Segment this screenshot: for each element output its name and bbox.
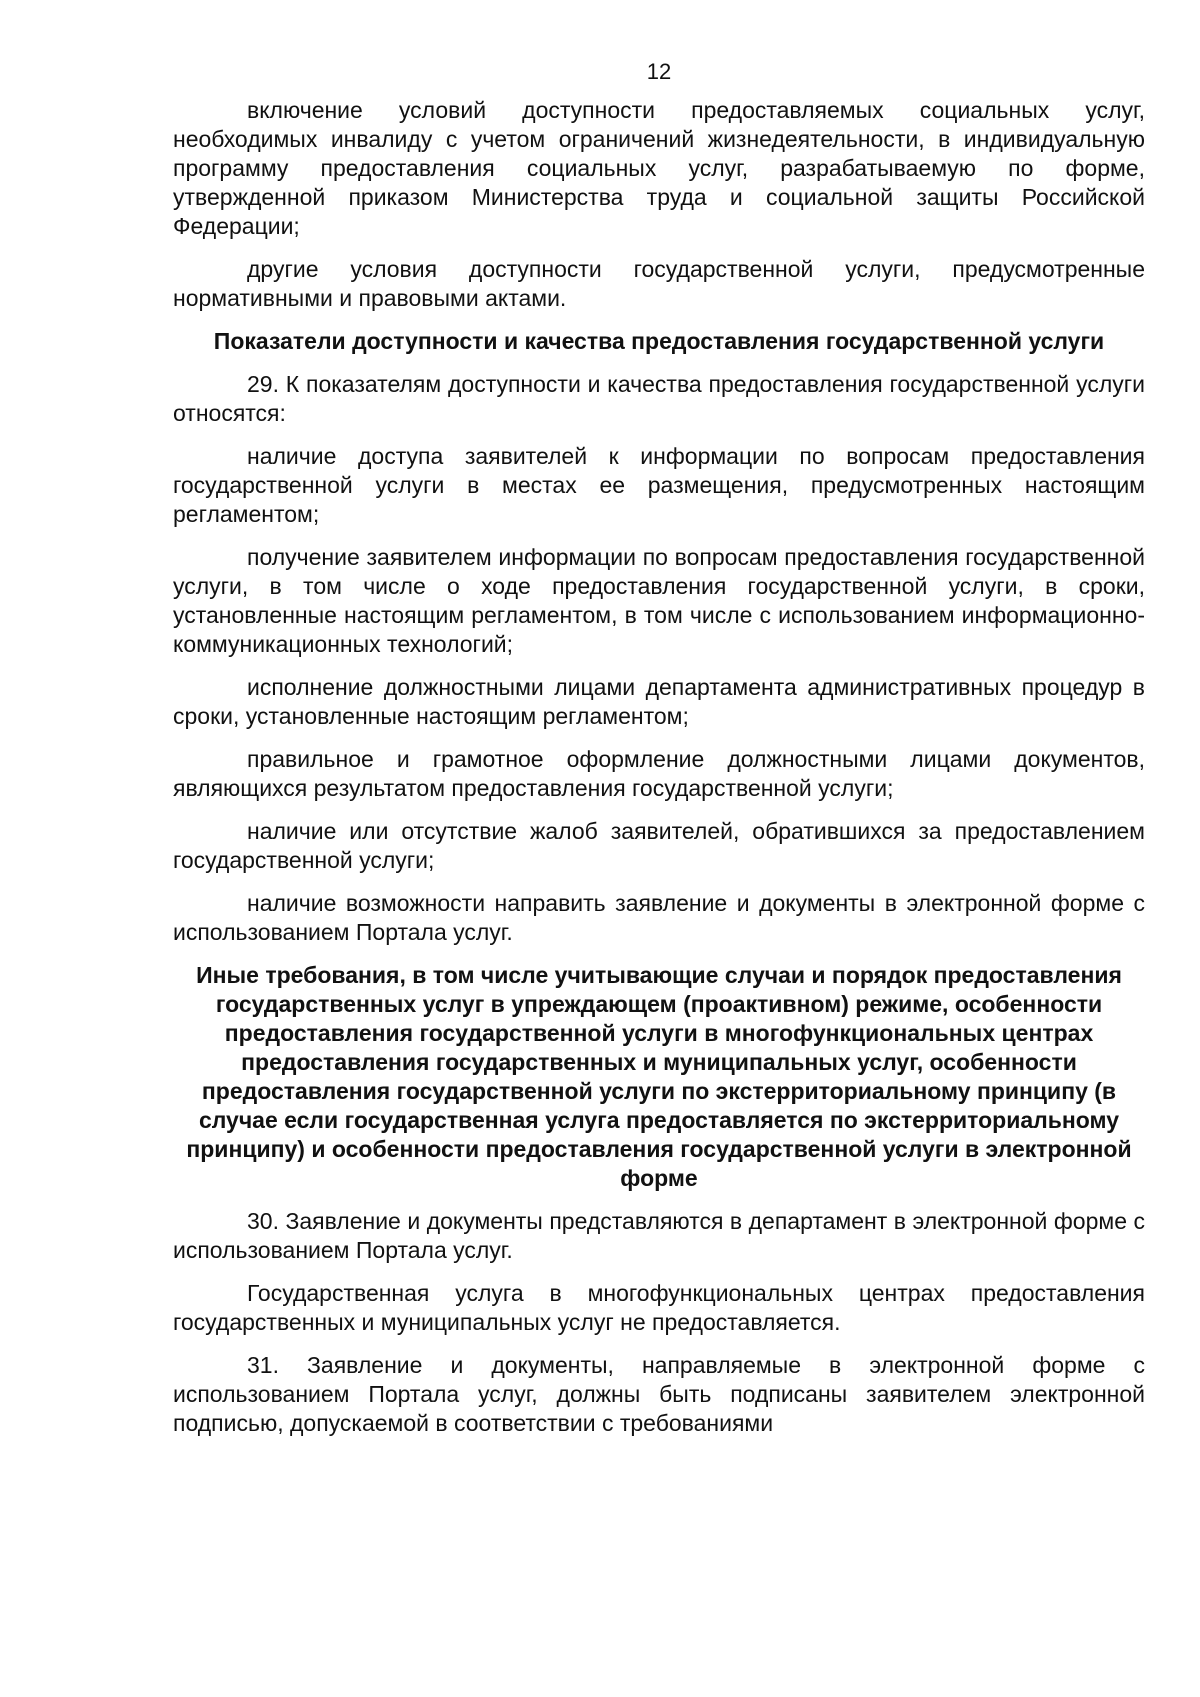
paragraph-item-31: 31. Заявление и документы, направляемые в электронной форме с использованием Портала услуг, должны быть подписаны заявителем электронной подписью, допускаемой в соответствии с требованиями [173, 1352, 1145, 1436]
paragraph-item-30: 30. Заявление и документы представляются в департамент в электронной форме с использованием Портала услуг. [173, 1208, 1145, 1263]
paragraph-accessibility-conditions-program: включение условий доступности предоставляемых социальных услуг, необходимых инвалиду с учетом ограничений жизнедеятельности, в индивидуальную программу предоставления социальных услуг, разрабатываемую по форме, утвержденной приказом Министерства труда и социальной защиты Российской Федерации; [173, 97, 1145, 239]
paragraph-electronic-submission: наличие возможности направить заявление и документы в электронной форме с использованием Портала услуг. [173, 890, 1145, 945]
paragraph-document-formatting: правильное и грамотное оформление должностными лицами документов, являющихся результатом предоставления государственной услуги; [173, 746, 1145, 801]
paragraph-access-to-information: наличие доступа заявителей к информации по вопросам предоставления государственной услуги в местах ее размещения, предусмотренных настоящим регламентом; [173, 443, 1145, 527]
paragraph-other-conditions: другие условия доступности государственной услуги, предусмотренные нормативными и правовыми актами. [173, 256, 1145, 311]
paragraph-procedure-execution: исполнение должностными лицами департамента административных процедур в сроки, установленные настоящим регламентом; [173, 674, 1145, 729]
document-page [173, 52, 1145, 1452]
page-number: 12 [646, 59, 672, 84]
paragraph-complaints: наличие или отсутствие жалоб заявителей, обратившихся за предоставлением государственной услуги; [173, 818, 1145, 873]
section-heading-other-requirements: Иные требования, в том числе учитывающие случаи и порядок предоставления государственных услуг в упреждающем (проактивном) режиме, особенности предоставления государственной услуги в многофункциональных центрах предоставления государственных и муниципальных услуг, особенности предоставления государственной услуги по экстерриториальному принципу (в случае если государственная услуга предоставляется по экстерриториальному принципу) и особенности предоставления государственной услуги в электронной форме [186, 962, 1132, 1191]
paragraph-mfc-not-provided: Государственная услуга в многофункциональных центрах предоставления государственных и муниципальных услуг не предоставляется. [173, 1280, 1145, 1335]
section-heading-accessibility-indicators: Показатели доступности и качества предоставления государственной услуги [213, 328, 1105, 354]
paragraph-receiving-information: получение заявителем информации по вопросам предоставления государственной услуги, в том числе о ходе предоставления государственной услуги, в сроки, установленные настоящим регламентом, в том числе с использованием информационно-коммуникационных технологий; [173, 544, 1145, 657]
paragraph-item-29: 29. К показателям доступности и качества предоставления государственной услуги относятся: [173, 371, 1145, 426]
